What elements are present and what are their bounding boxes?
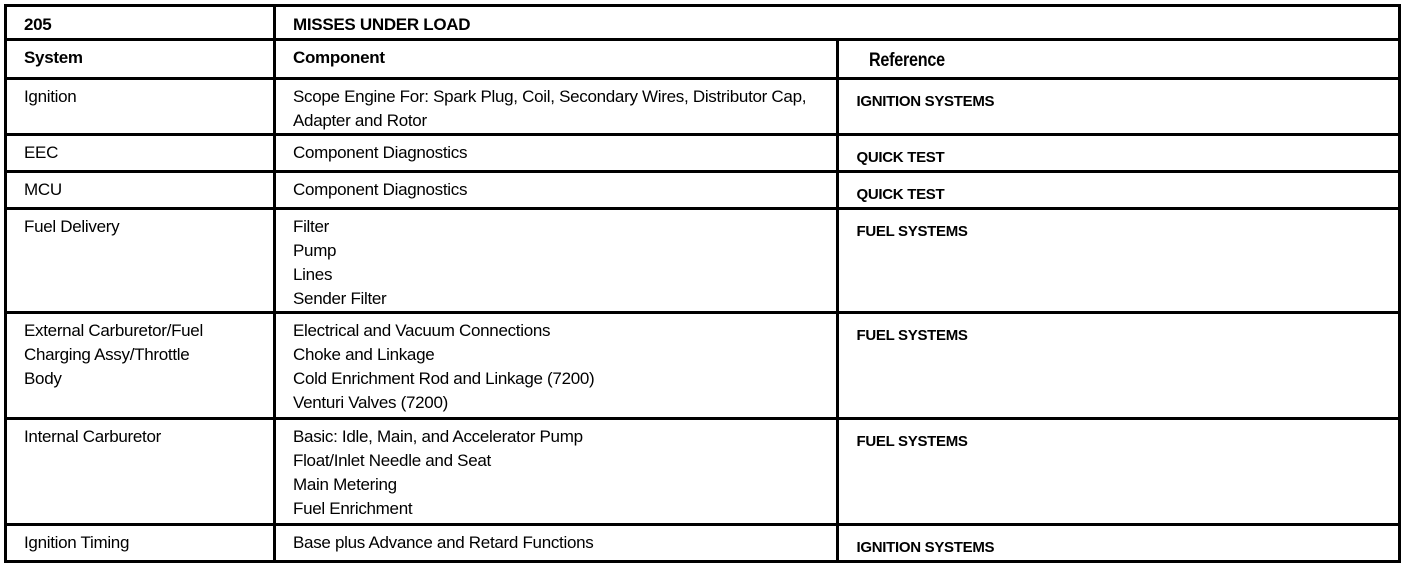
component-cell (275, 135, 838, 172)
reference-cell (837, 172, 1400, 209)
component-cell (275, 209, 838, 313)
system-cell-line: Ignition (24, 87, 77, 106)
system-cell (6, 172, 275, 209)
system-cell (6, 135, 275, 172)
table-row (6, 172, 1400, 209)
header-reference (837, 40, 1400, 79)
system-cell-line: External Carburetor/Fuel (24, 321, 203, 340)
title-row (6, 6, 1400, 40)
table-row (6, 209, 1400, 313)
chart-code: 205 (6, 6, 275, 40)
system-cell (6, 79, 275, 135)
component-cell-line: Filter (293, 217, 329, 236)
component-cell-line: Basic: Idle, Main, and Accelerator Pump (293, 427, 583, 446)
component-cell-line: Pump (293, 241, 337, 260)
system-cell-line: Fuel Delivery (24, 217, 120, 236)
reference-cell (837, 135, 1400, 172)
component-cell (275, 79, 838, 135)
system-cell-line: Internal Carburetor (24, 427, 161, 446)
reference-cell (837, 525, 1400, 562)
component-cell-line: Sender Filter (293, 289, 387, 308)
reference-cell-line: QUICK TEST (856, 149, 945, 166)
reference-cell (837, 79, 1400, 135)
reference-cell-line: FUEL SYSTEMS (856, 433, 968, 450)
system-cell-line: Body (24, 369, 62, 388)
component-cell-line: Fuel Enrichment (293, 499, 413, 518)
table-row (6, 313, 1400, 419)
component-cell-line: Choke and Linkage (293, 345, 435, 364)
component-cell-line: Scope Engine For: Spark Plug, Coil, Secondary Wires, Distributor Cap, (293, 87, 807, 106)
component-cell (275, 525, 838, 562)
system-cell-line: Charging Assy/Throttle (24, 345, 190, 364)
header-system: System (6, 40, 275, 79)
component-cell-line: Main Metering (293, 475, 397, 494)
component-cell-line: Adapter and Rotor (293, 111, 427, 130)
reference-cell-line: IGNITION SYSTEMS (856, 93, 995, 110)
reference-cell-line: FUEL SYSTEMS (856, 327, 968, 344)
component-cell (275, 172, 838, 209)
header-component: Component (275, 40, 838, 79)
component-cell-line: Cold Enrichment Rod and Linkage (7200) (293, 369, 595, 388)
component-cell (275, 419, 838, 525)
reference-cell (837, 209, 1400, 313)
system-cell-line: EEC (24, 143, 59, 162)
header-reference-text: Reference (868, 50, 945, 71)
component-cell-line: Float/Inlet Needle and Seat (293, 451, 491, 470)
system-cell (6, 209, 275, 313)
component-cell-line: Component Diagnostics (293, 143, 468, 162)
diagnostic-table (4, 4, 1401, 563)
table-row (6, 79, 1400, 135)
system-cell (6, 419, 275, 525)
component-cell-line: Base plus Advance and Retard Functions (293, 533, 594, 552)
component-cell-line: Lines (293, 265, 333, 284)
system-cell (6, 313, 275, 419)
table-row (6, 419, 1400, 525)
component-cell-line: Venturi Valves (7200) (293, 393, 448, 412)
component-cell-line: Component Diagnostics (293, 180, 468, 199)
component-cell (275, 313, 838, 419)
column-header-row (6, 40, 1400, 79)
table-row (6, 525, 1400, 562)
component-cell-line: Electrical and Vacuum Connections (293, 321, 551, 340)
chart-title: MISSES UNDER LOAD (275, 6, 1400, 40)
reference-cell-line: FUEL SYSTEMS (856, 223, 968, 240)
table-row (6, 135, 1400, 172)
system-cell-line: Ignition Timing (24, 533, 130, 552)
reference-cell (837, 419, 1400, 525)
reference-cell (837, 313, 1400, 419)
system-cell-line: MCU (24, 180, 62, 199)
reference-cell-line: QUICK TEST (856, 186, 945, 203)
reference-cell-line: IGNITION SYSTEMS (856, 539, 995, 556)
system-cell (6, 525, 275, 562)
